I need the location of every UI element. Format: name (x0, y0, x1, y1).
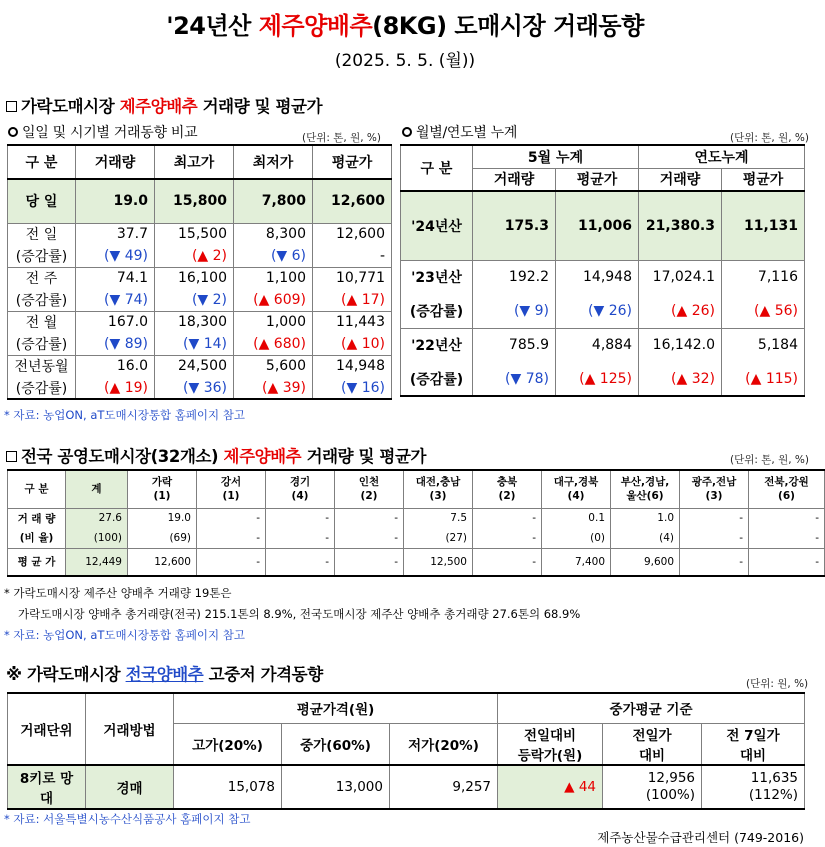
section1-left-subtitle: 일일 및 시기별 거래동향 비교 (8, 122, 197, 142)
section1-title: 가락도매시장 제주양배추 거래량 및 평균가 (6, 93, 322, 117)
report-date: (2025. 5. 5. (월)) (334, 51, 476, 71)
section1-source-note: * 자료: 농업ON, aT도매시장통합 홈페이지 참고 (4, 408, 246, 422)
section2-source-note: * 자료: 농업ON, aT도매시장통합 홈페이지 참고 (4, 628, 246, 642)
table-header-row: 구 분 거래량 최고가 최저가 평균가 (8, 145, 392, 179)
checkbox-square-icon (6, 451, 17, 462)
y22-row: '22년산 785.9 4,884 16,142.0 5,184 (401, 328, 805, 362)
y24-row: '24년산 175.3 11,006 21,380.3 11,131 (401, 191, 805, 260)
today-row: 당 일 19.0 15,800 7,800 12,600 (8, 179, 392, 223)
checkbox-square-icon (6, 101, 17, 112)
right-unit: (단위: 톤, 원, %) (730, 132, 809, 144)
table-row-change: (증감률) (▼ 74) (▼ 2) (▲ 609) (▲ 17) (8, 289, 392, 311)
page-title: '24년산 제주양배추(8KG) 도매시장 거래동향 (166, 12, 644, 40)
table-row-change: (증감률) (▲ 19) (▼ 36) (▲ 39) (▼ 16) (8, 377, 392, 399)
table-row: 전 월 167.0 18,300 1,000 11,443 (8, 311, 392, 333)
section2-title: 전국 공영도매시장(32개소) 제주양배추 거래량 및 평균가 (6, 443, 426, 467)
y23-change-row: (증감률) (▼ 9) (▼ 26) (▲ 26) (▲ 56) (401, 294, 805, 328)
y23-row: '23년산 192.2 14,948 17,024.1 7,116 (401, 260, 805, 294)
table-header-row: 구 분 계 가락 (1) 강서 (1) 경기 (4) 인천 (2) 대전,충남 (3) 충북 (2) 대구,경북 (4) 부산,경남, 울산(6) 광주,전남 (3) 전북,강원 (6) (8, 470, 825, 508)
section2-note2: 가락도매시장 양배추 총거래량(전국) 215.1톤의 8.9%, 전국도매시장 제주산 양배추 총거래량 27.6톤의 68.9% (18, 607, 581, 621)
section1-right-subtitle: 월별/연도별 누계 (402, 122, 517, 142)
table-row-change: (증감률) (▼ 49) (▲ 2) (▼ 6) - (8, 245, 392, 267)
section3-title: ※ 가락도매시장 전국양배추 고중저 가격동향 (6, 665, 323, 684)
avg-price-row: 평 균 가 12,449 12,600 - - - 12,500 - 7,400 9,600 - - (8, 548, 825, 576)
national-market-table (7, 469, 825, 577)
table-row: 전 일 37.7 15,500 8,300 12,600 (8, 223, 392, 245)
footer-contact: 제주농산물수급관리센터 (749-2016) (597, 830, 804, 845)
table-row: 전 주 74.1 16,100 1,100 10,771 (8, 267, 392, 289)
daily-comparison-table (7, 144, 392, 400)
y22-change-row: (증감률) (▼ 78) (▲ 125) (▲ 32) (▲ 115) (401, 362, 805, 396)
price-level-table: 거래단위 거래방법 평균가격(원) 중가평균 기준 고가(20%) 중가(60%) 저가(20%) 전일대비 등락가(원) 전일가 대비 전 7일가 대비 8키로 망대 경매 15,078 13,000 9,257 ▲ 44 12,956 (100%) 11,635 (112%) (7, 692, 805, 810)
section2-note1: * 가락도매시장 제주산 양배추 거래량 19톤은 (4, 586, 232, 600)
section3-source-note: * 자료: 서울특별시농수산식품공사 홈페이지 참고 (4, 812, 251, 826)
section3-unit: (단위: 원, %) (746, 678, 809, 690)
circle-bullet-icon (8, 127, 18, 137)
table-row-change: (증감률) (▼ 89) (▼ 14) (▲ 680) (▲ 10) (8, 333, 392, 355)
circle-bullet-icon (402, 127, 412, 137)
cumulative-table: 구 분 5월 누계 연도누계 거래량 평균가 거래량 평균가 '24년산 175.3 11,006 21,380.3 11,131 '23년산 192.2 14,948 17,024.1 7,116 (증감률) (▼ 9) (▼ 26) (▲ 26) (▲ 56) '22년산 785.9 4,884 16,142.0 5,184 (증감률) (▼ 78) (▲ 125) (▲ 32) (▲ 115) (400, 144, 805, 397)
section2-unit: (단위: 톤, 원, %) (730, 454, 809, 466)
table-row: 전년동월 16.0 24,500 5,600 14,948 (8, 355, 392, 377)
price-row: 8키로 망대 경매 15,078 13,000 9,257 ▲ 44 12,956 (100%) 11,635 (112%) (8, 765, 805, 809)
left-unit: (단위: 톤, 원, %) (302, 132, 381, 144)
ratio-row: (비 율) (100) (69) - - - (27) - (0) (4) - - (8, 528, 825, 548)
volume-row: 거 래 량 27.6 19.0 - - - 7.5 - 0.1 1.0 - - (8, 508, 825, 528)
